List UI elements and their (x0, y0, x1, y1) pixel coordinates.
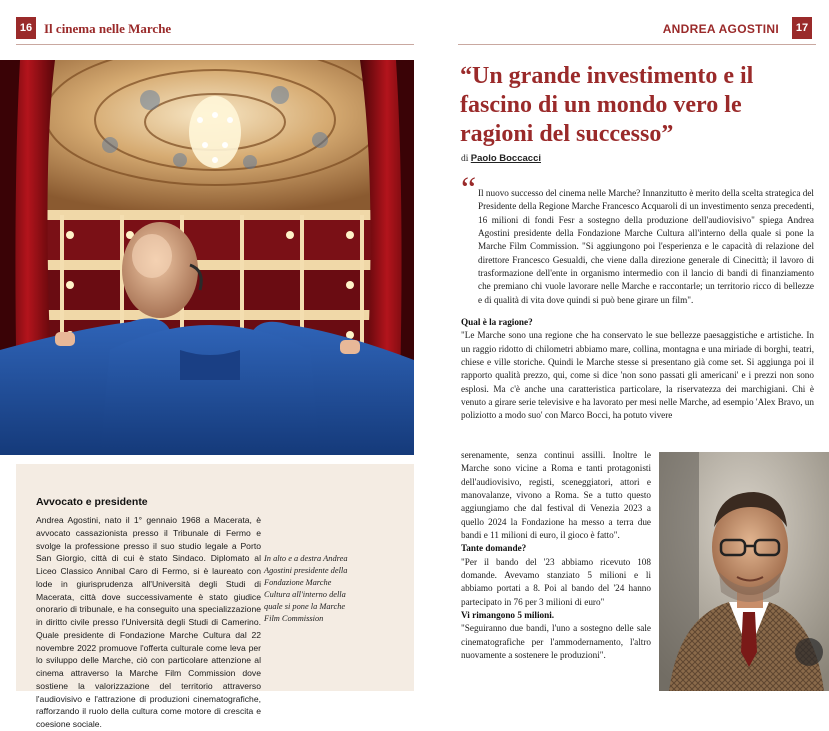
header-rule-left (16, 44, 414, 45)
article-paragraph-1: Il nuovo successo del cinema nelle Marche? Innanzitutto è merito della scelta strategica del Presidente della Regione Marche Francesco Acquaroli di un investimento senza precedenti, 16 milioni di fondi Fesr a sostegno della produzione dell'audiovisivo" spiega Andrea Agostini presidente della Fondazione Marche Cultura all'interno della quale si pone la Marche Film Commission. "Si aggiungono poi l'esperienza e le capacità di relazione del direttore Francesco Gesualdi, che viene dalla direzione generale di Cinecittà; il lavoro di trasformazione dell'ente in organismo intermedio con il lancio di bandi di finanziamento che premiano chi vuole lavorare nelle Marche e raccontarle; un territorio ricco di bellezze e di qualità di vita dove quindi si può bene girare un film". (478, 188, 814, 305)
sidebar-title: Avvocato e presidente (36, 496, 148, 508)
article-qa-block-narrow (461, 449, 651, 663)
section-title: Il cinema nelle Marche (44, 21, 172, 36)
article-title: “Un grande investimento e il fascino di un mondo vero le ragioni del successo” (460, 63, 754, 147)
article-qa-block (461, 316, 814, 423)
question-2: Tante domande? (461, 543, 527, 554)
header-rule-right (458, 44, 816, 45)
author-header: ANDREA AGOSTINI (662, 22, 779, 36)
byline-prefix: di (461, 154, 469, 164)
question-1: Qual è la ragione? (461, 317, 533, 327)
open-quote-mark: “ (461, 171, 477, 208)
photo-caption: In alto e a destra Andrea Agostini presidente della Fondazione Marche Cultura all'interno della quale si pone la Marche Film Commission (264, 554, 348, 623)
page-number-right: 17 (792, 17, 812, 39)
byline-author[interactable]: Paolo Boccacci (470, 153, 541, 164)
theater-photo (0, 60, 414, 455)
answer-3: "Seguiranno due bandi, l'uno a sostegno delle sale cinematografiche per l'ammodernamento, l'altro nuovamente a sostenere le produzioni". (461, 623, 651, 661)
bio-sidebar (16, 464, 414, 729)
page-number-left: 16 (16, 17, 36, 39)
byline (461, 153, 541, 164)
answer-1-continued: serenamente, senza continui assilli. Inoltre le Marche sono vicine a Roma e tanti protagonisti dell'audiovisivo, registi, sceneggiatori, attori e manovalanze, vivono a Roma. Se a tutto questo aggiungiamo che dal festival di Venezia 2023 a quello 2024 la Fondazione ha messo a terra due bandi e 11 milioni di euro, il gioco è fatto". (461, 450, 651, 541)
answer-2: "Per il bando del '23 abbiamo ricevuto 108 domande. Avevamo stanziato 5 milioni e li abbiamo portati a 8. Poi al bando del '24 hanno partecipato in 76 per 3 milioni di euro" (461, 556, 651, 607)
portrait-photo (659, 452, 829, 691)
answer-1: "Le Marche sono una regione che ha conservato le sue bellezze paesaggistiche e artistiche. In un raggio ridotto di chilometri abbiamo mare, collina, montagna e una miriade di borghi, teatri, chiese e ville storiche. Quindi le Marche stesse si presentano già come set. Si aggiunga poi il rapporto qualità prezzo, qui, come si dice 'non sono passati gli americani' e i prezzi non sono esplosi. Ma c'è anche una caratteristica particolare, la riservatezza dei marchigiani. Chi è venuto a girare serie televisive e ha lavorato per mesi nelle Marche, ad esempio 'Alex Bravo, un poliziotto a modo suo' con Marco Bocci, ha potuto vivere (461, 330, 814, 421)
sidebar-body: Andrea Agostini, nato il 1° gennaio 1968 a Macerata, è avvocato cassazionista presso il Tribunale di Fermo e svolge la professione presso il suo studio legale a Porto San Giorgio, città di cui è stato Sindaco. Diplomato al Liceo Classico Annibal Caro di Fermo, si è laureato con lode in giurisprudenza all'Università degli Studi di Macerata, città dove successivamente è stato giudice onorario di tribunale, e ha conseguito una specializzazione in diritto civile presso l'Università degli Studi di Camerino. Quale presidente di Fondazione Marche Cultura dal 22 novembre 2022 promuove l'offerta culturale come leva per lo sviluppo delle Marche, ciò con particolare attenzione al cinema attraverso la Marche Film Commission dove sostiene la valorizzazione del territorio attraverso l'audiovisivo e l'attrazione di produzioni cinematografiche, rafforzando il ruolo della cultura come motore di crescita e coesione sociale. (36, 515, 261, 729)
question-3: Vi rimangono 5 milioni. (461, 610, 555, 621)
